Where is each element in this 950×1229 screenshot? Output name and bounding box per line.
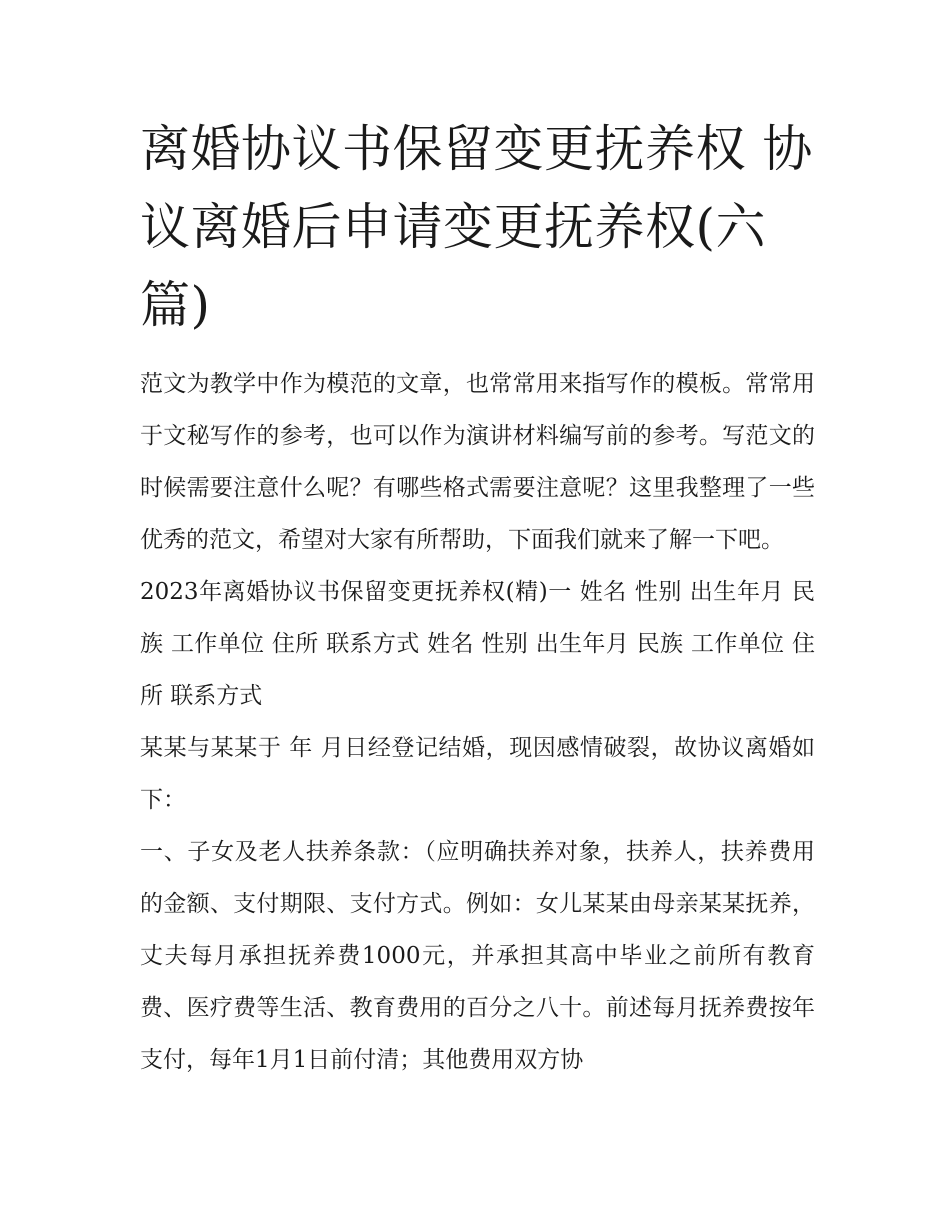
- marriage-statement-paragraph: 某某与某某于 年 月日经登记结婚，现因感情破裂，故协议离婚如下：: [140, 735, 815, 813]
- intro-paragraph: 范文为教学中作为模范的文章，也常常用来指写作的模板。常常用于文秘写作的参考，也可以作为演讲材料编写前的参考。写范文的时候需要注意什么呢？有哪些格式需要注意呢？这里我整理了一些优秀的范文，希望对大家有所帮助，下面我们就来了解一下吧。: [140, 371, 815, 553]
- document-title: 离婚协议书保留变更抚养权 协议离婚后申请变更抚养权(六篇): [140, 120, 813, 334]
- clause-one-paragraph: 一、子女及老人扶养条款：（应明确扶养对象，扶养人，扶养费用的金额、支付期限、支付方式。例如：女儿某某由母亲某某抚养，丈夫每月承担抚养费1000元，并承担其高中毕业之前所有教育费、医疗费等生活、教育费用的百分之八十。前述每月抚养费按年支付，每年1月1日前付清；其他费用双方协: [140, 839, 815, 1073]
- party-info-paragraph: 2023年离婚协议书保留变更抚养权(精)一 姓名 性别 出生年月 民族 工作单位 住所 联系方式 姓名 性别 出生年月 民族 工作单位 住所 联系方式: [140, 579, 815, 709]
- document-page: [140, 110, 815, 1086]
